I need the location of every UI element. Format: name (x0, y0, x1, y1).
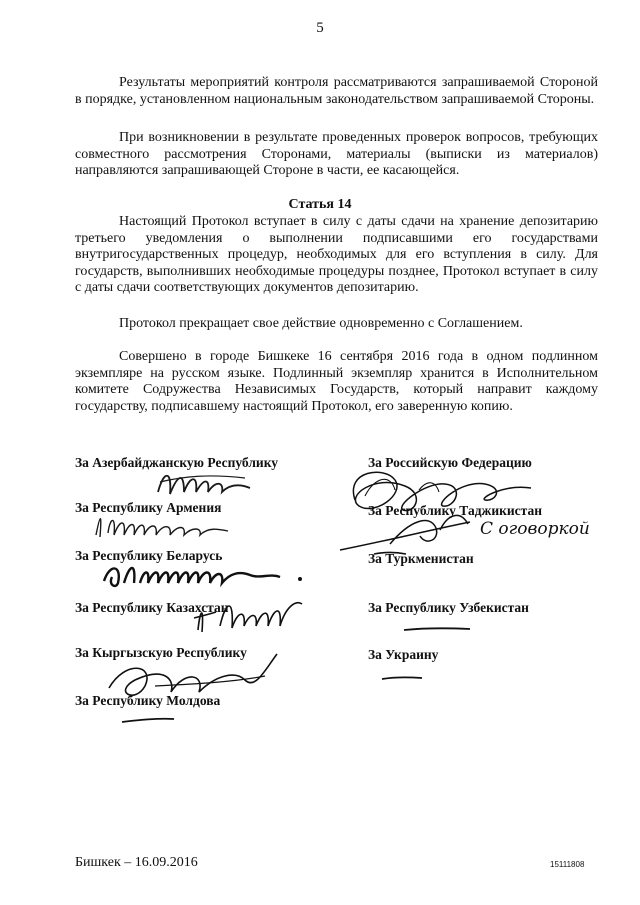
paragraph-joint-review: При возникновении в результате проведенных проверок вопросов, требующих совместного рассмотрения Сторонами, материалы (выписки из материалов) направляются запрашивающей Стороне в части, ее касающейся. (75, 130, 598, 179)
signatory-tajikistan: За Республику Таджикистан (368, 503, 542, 518)
signatory-belarus: За Республику Беларусь (75, 548, 223, 563)
paragraph-termination: Протокол прекращает свое действие одновременно с Соглашением. (119, 316, 523, 331)
signatory-azerbaijan: За Азербайджанскую Республику (75, 455, 279, 470)
signatory-moldova: За Республику Молдова (75, 693, 221, 708)
signature-ukraine (378, 670, 428, 685)
signature-armenia (90, 505, 235, 545)
signature-moldova (118, 712, 178, 727)
signatory-kazakhstan: За Республику Казахстан (75, 600, 229, 615)
signatory-armenia: За Республику Армения (75, 500, 222, 515)
paragraph-done-at: Совершено в городе Бишкеке 16 сентября 2016 года в одном подлинном экземпляре на русском языке. Подлинный экземпляр хранится в Исполнительном комитете Содружества Независимых Государств, который направит каждому государству, подписавшему настоящий Протокол, его заверенную копию. (75, 349, 598, 414)
paragraph-entry-into-force: Настоящий Протокол вступает в силу с даты сдачи на хранение депозитарию третьего уведомления о выполнении подписавшими его государствами внутригосударственных процедур, необходимых для его вступления в силу. Для государств, выполнивших необходимые процедуры позднее, Протокол вступает в силу с даты сдачи соответствующих документов депозитарию. (75, 214, 598, 296)
signatory-kyrgyzstan: За Кыргызскую Республику (75, 645, 247, 660)
signatory-russia: За Российскую Федерацию (368, 455, 532, 470)
signature-kyrgyzstan (95, 640, 285, 715)
signature-belarus (100, 555, 315, 595)
signature-kazakhstan (190, 590, 310, 640)
signature-azerbaijan (150, 462, 260, 507)
article-title: Статья 14 (288, 197, 352, 212)
handwritten-note: С оговоркой (480, 519, 590, 539)
footer-place-date: Бишкек – 16.09.2016 (75, 855, 198, 870)
paragraph-control-results: Результаты мероприятий контроля рассматриваются запрашиваемой Стороной в порядке, установленном национальным законодательством запрашиваемой Стороны. (75, 75, 598, 107)
signature-turkmenistan (370, 548, 410, 563)
signatory-uzbekistan: За Республику Узбекистан (368, 600, 529, 615)
footer-document-code: 15111808 (550, 860, 585, 869)
signature-uzbekistan (400, 622, 475, 637)
page-number: 5 (316, 20, 324, 36)
signatory-ukraine: За Украину (368, 647, 439, 662)
signatory-turkmenistan: За Туркменистан (368, 551, 474, 566)
